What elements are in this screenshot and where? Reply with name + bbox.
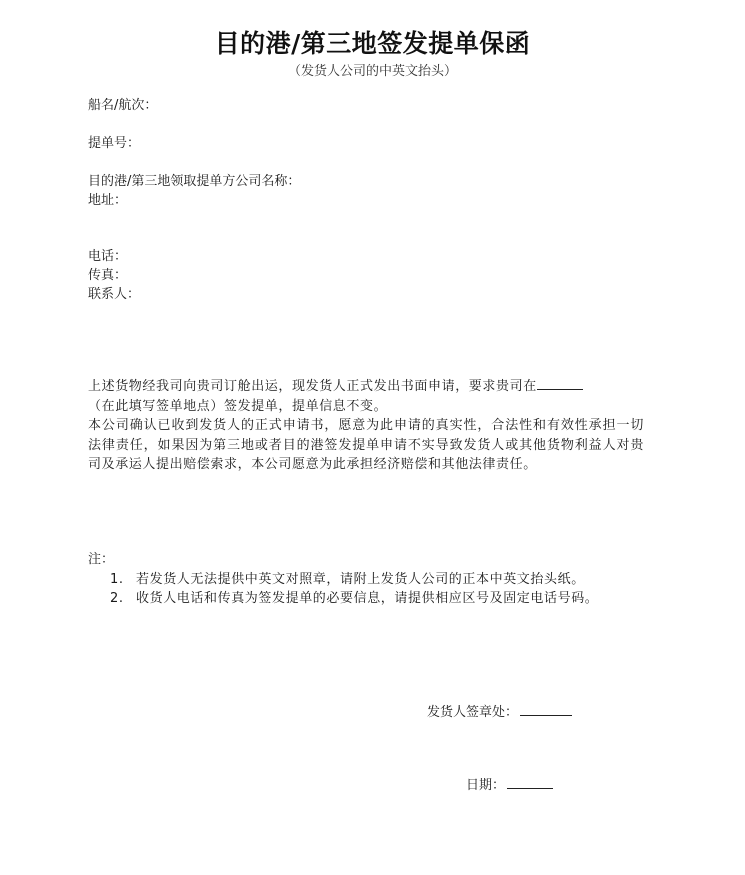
note-text: 收货人电话和传真为签发提单的必要信息，请提供相应区号及固定电话号码。	[136, 591, 599, 606]
date-label: 日期：	[466, 778, 506, 793]
field-vessel-voyage: 船名/航次：	[88, 98, 158, 113]
body-paragraph-2: 本公司确认已收到发货人的正式申请书，愿意为此申请的真实性，合法性和有效性承担一切法律责任，如果因为第三地或者目的港签发提单申请不实导致发货人或其他货物利益人对贵司及承运人提出赔偿索求，本公司愿意为此承担经济赔偿和其他法律责任。	[88, 418, 644, 472]
para1-line2: （在此填写签单地点）签发提单，提单信息不变。	[88, 398, 388, 414]
field-fax: 传真：	[88, 268, 128, 283]
document-title: 目的港/第三地签发提单保函	[214, 29, 531, 58]
signature-blank	[520, 703, 572, 716]
note-item	[88, 570, 648, 590]
document-subtitle: （发货人公司的中英文抬头）	[287, 64, 457, 79]
shipper-seal-label: 发货人签章处：	[427, 705, 519, 720]
note-number: 1.	[110, 571, 124, 587]
body-text	[88, 377, 644, 475]
date-blank	[507, 776, 553, 789]
note-number: 2.	[110, 591, 124, 606]
note-text: 若发货人无法提供中英文对照章，请附上发货人公司的正本中英文抬头纸。	[136, 571, 585, 587]
notes-section	[88, 550, 648, 609]
para1-line1: 上述货物经我司向贵司订舱出运，现发货人正式发出书面申请，要求贵司在	[88, 379, 537, 394]
field-phone: 电话：	[88, 249, 128, 264]
body-paragraph-1	[88, 377, 644, 397]
field-address: 地址：	[88, 193, 128, 208]
note-item	[88, 589, 648, 609]
notes-label: 注：	[88, 552, 115, 567]
place-blank	[537, 377, 583, 390]
date-line	[466, 774, 553, 793]
field-company-name: 目的港/第三地领取提单方公司名称：	[88, 174, 301, 189]
shipper-signature	[427, 701, 572, 720]
field-bl-number: 提单号：	[88, 136, 141, 151]
field-contact: 联系人：	[88, 287, 141, 302]
